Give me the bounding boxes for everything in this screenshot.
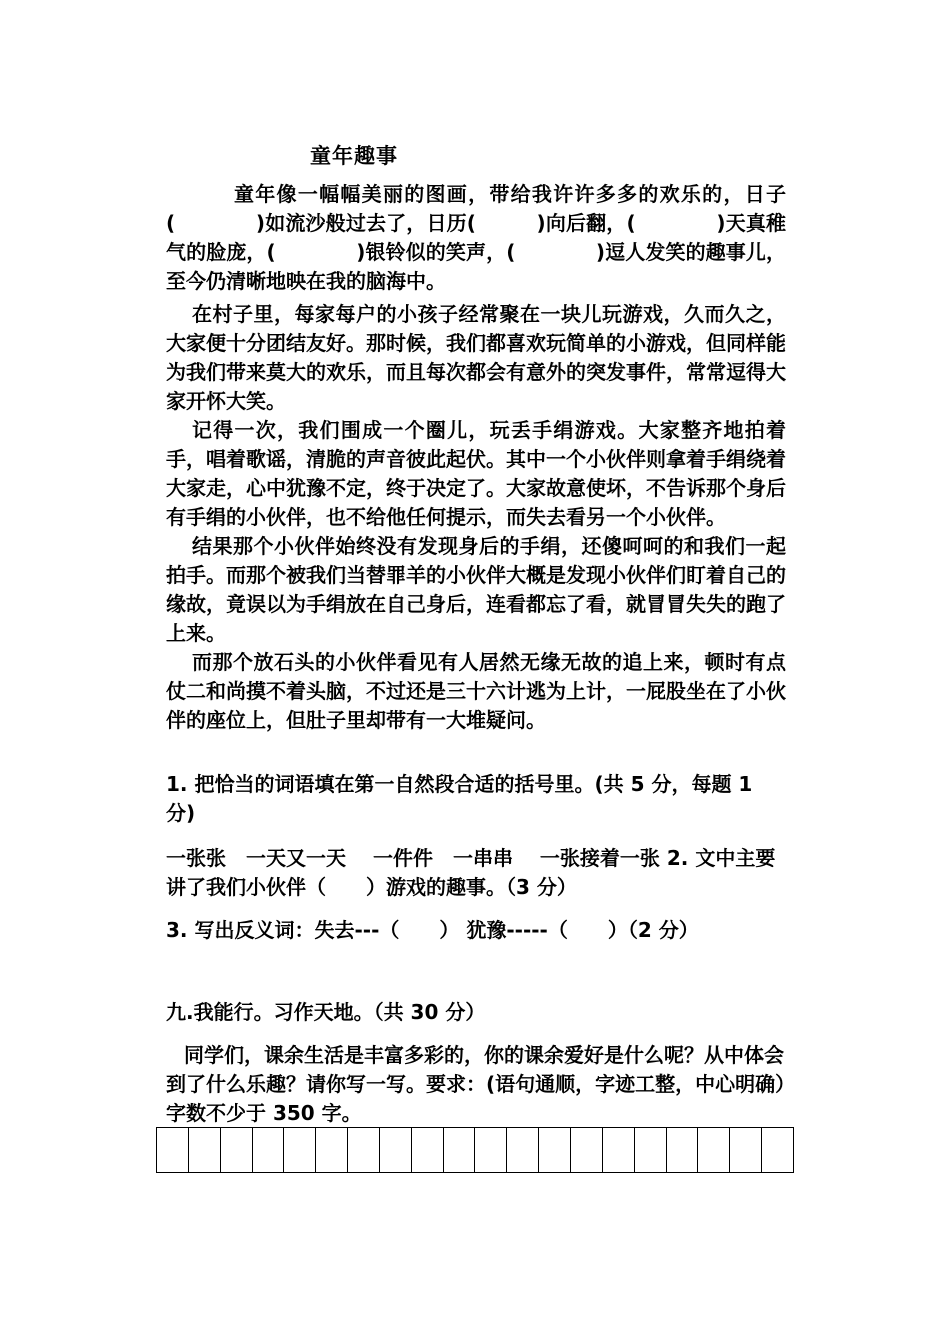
writing-grid-cell[interactable] [762, 1128, 794, 1172]
writing-grid-cell[interactable] [507, 1128, 539, 1172]
writing-grid[interactable] [156, 1127, 794, 1173]
writing-grid-cell[interactable] [157, 1128, 189, 1172]
passage-paragraph-1: 童年像一幅幅美丽的图画，带给我许许多多的欢乐的，日子( )如流沙般过去了，日历( )向后翻，( )天真稚气的脸庞，( )银铃似的笑声，( )逗人发笑的趣事儿，至今仍清晰地映在我的脑海中。 [166, 182, 786, 293]
writing-grid-cell[interactable] [412, 1128, 444, 1172]
writing-grid-cell[interactable] [380, 1128, 412, 1172]
writing-grid-cell[interactable] [667, 1128, 699, 1172]
question-1: 1. 把恰当的词语填在第一自然段合适的括号里。(共 5 分，每题 1 分) [166, 772, 753, 825]
writing-prompt: 同学们，课余生活是丰富多彩的，你的课余爱好是什么呢？从中体会到了什么乐趣？请你写一写。要求：(语句通顺，字迹工整，中心明确）字数不少于 350 字。 [166, 1043, 786, 1125]
writing-grid-cell[interactable] [316, 1128, 348, 1172]
writing-grid-cell[interactable] [730, 1128, 762, 1172]
reading-passage [166, 180, 786, 735]
word-bank-and-question-2: 一张张 一天又一天 一件件 一串串 一张接着一张 2. 文中主要讲了我们小伙伴（ ）游戏的趣事。（3 分） [166, 846, 776, 899]
section-nine [166, 998, 786, 1128]
writing-grid-cell[interactable] [284, 1128, 316, 1172]
passage-paragraph-2: 在村子里，每家每户的小孩子经常聚在一块儿玩游戏，久而久之，大家便十分团结友好。那时候，我们都喜欢玩简单的小游戏，但同样能为我们带来莫大的欢乐，而且每次都会有意外的突发事件，常常逗得大家开怀大笑。 [166, 302, 786, 413]
question-block [166, 770, 786, 945]
question-3: 3. 写出反义词：失去---（ ） 犹豫-----（ ）（2 分） [166, 918, 699, 942]
passage-paragraph-4: 结果那个小伙伴始终没有发现身后的手绢，还傻呵呵的和我们一起拍手。而那个被我们当替罪羊的小伙伴大概是发现小伙伴们盯着自己的缘故，竟误以为手绢放在自己身后，连看都忘了看，就冒冒失失的跑了上来。 [166, 534, 786, 645]
passage-paragraph-3: 记得一次，我们围成一个圈儿，玩丢手绢游戏。大家整齐地拍着手，唱着歌谣，清脆的声音彼此起伏。其中一个小伙伴则拿着手绢绕着大家走，心中犹豫不定，终于决定了。大家故意使坏，不告诉那个身后有手绢的小伙伴，也不给他任何提示，而失去看另一个小伙伴。 [166, 418, 786, 529]
writing-grid-cell[interactable] [698, 1128, 730, 1172]
writing-grid-cell[interactable] [253, 1128, 285, 1172]
writing-grid-cell[interactable] [571, 1128, 603, 1172]
writing-grid-cell[interactable] [444, 1128, 476, 1172]
writing-grid-cell[interactable] [635, 1128, 667, 1172]
writing-grid-cell[interactable] [539, 1128, 571, 1172]
writing-grid-cell[interactable] [603, 1128, 635, 1172]
passage-paragraph-5: 而那个放石头的小伙伴看见有人居然无缘无故的追上来，顿时有点仗二和尚摸不着头脑，不过还是三十六计逃为上计，一屁股坐在了小伙伴的座位上，但肚子里却带有一大堆疑问。 [166, 650, 786, 732]
writing-grid-cell[interactable] [475, 1128, 507, 1172]
writing-grid-cell[interactable] [348, 1128, 380, 1172]
passage-title: 童年趣事 [310, 144, 398, 168]
section-nine-heading: 九.我能行。习作天地。（共 30 分） [166, 1000, 486, 1024]
writing-grid-cell[interactable] [189, 1128, 221, 1172]
writing-grid-cell[interactable] [221, 1128, 253, 1172]
